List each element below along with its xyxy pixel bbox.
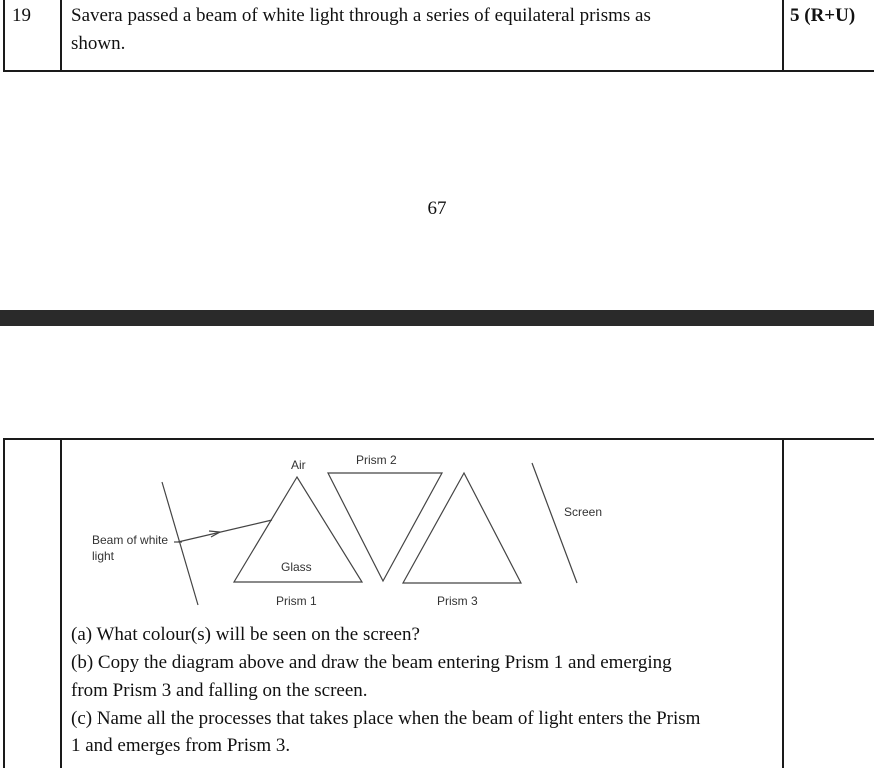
sub-question-a: (a) What colour(s) will be seen on the screen?: [71, 624, 420, 645]
question-number: 19: [12, 5, 31, 26]
label-screen: Screen: [564, 505, 603, 519]
label-beam-line-1: Beam of white: [92, 533, 169, 547]
sub-question-c-line-1: (c) Name all the processes that takes place when the beam of light enters the Prism: [71, 708, 701, 729]
marks-cell-2: [782, 438, 784, 768]
label-prism-3: Prism 3: [437, 594, 478, 608]
prism-diagram: [62, 445, 622, 615]
label-glass: Glass: [281, 560, 312, 574]
question-text: [71, 2, 751, 58]
prism-3-triangle: [403, 473, 521, 583]
page-break-divider: [0, 310, 874, 326]
prism-2-triangle: [328, 473, 442, 581]
page-number: 67: [427, 198, 447, 219]
question-text-line-1: Savera passed a beam of white light through a series of equilateral prisms as: [71, 5, 651, 26]
label-air: Air: [291, 458, 306, 472]
sub-question-b-line-1: (b) Copy the diagram above and draw the beam entering Prism 1 and emerging: [71, 652, 672, 673]
screen-line: [532, 463, 577, 583]
light-beam: [178, 520, 272, 542]
question-marks: 5 (R+U): [790, 5, 856, 26]
label-prism-2: Prism 2: [356, 453, 397, 467]
sub-question-b-line-2: from Prism 3 and falling on the screen.: [71, 680, 368, 701]
sub-question-c-line-2: 1 and emerges from Prism 3.: [71, 735, 291, 756]
question-text-line-2: shown.: [71, 33, 126, 54]
label-prism-1: Prism 1: [276, 594, 317, 608]
question-number-cell: [60, 0, 62, 72]
marks-cell: [782, 0, 784, 72]
label-beam-line-2: light: [92, 549, 115, 563]
